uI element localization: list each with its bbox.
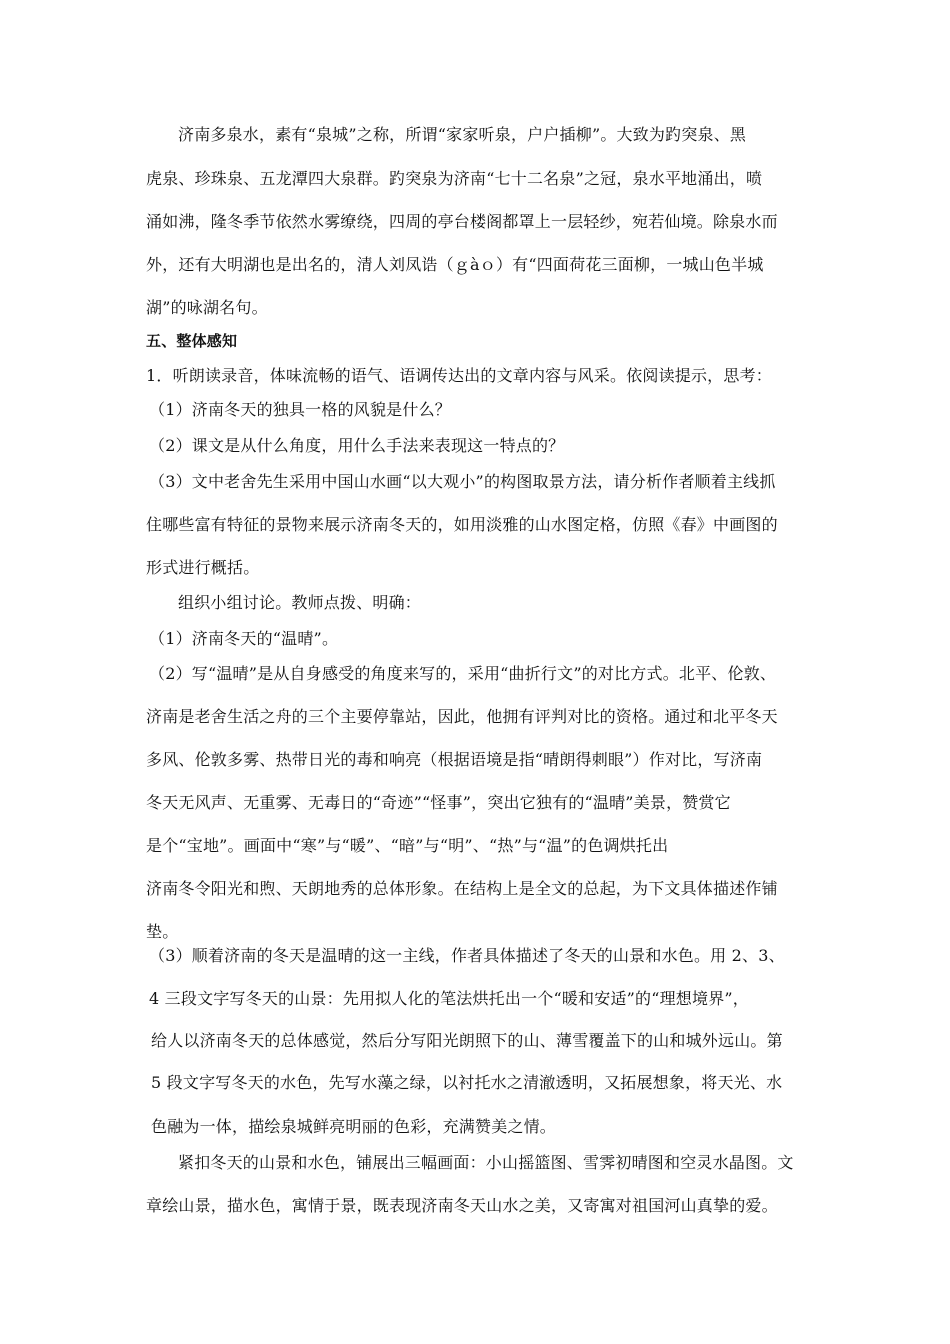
text-line: 5 段文字写冬天的水色，先写水藻之绿，以衬托水之清澈透明，又拓展想象，将天光、水 <box>151 1073 783 1092</box>
text-line: 济南多泉水，素有“泉城”之称，所谓“家家听泉，户户插柳”。大致为趵突泉、黑 <box>178 125 747 144</box>
text-line: 济南冬令阳光和煦、天朗地秀的总体形象。在结构上是全文的总起，为下文具体描述作铺 <box>146 879 778 898</box>
text-line: 湖”的咏湖名句。 <box>146 298 268 317</box>
text-line: 章绘山景，描水色，寓情于景，既表现济南冬天山水之美，又寄寓对祖国河山真挚的爱。 <box>146 1196 778 1215</box>
text-line: 虎泉、珍珠泉、五龙潭四大泉群。趵突泉为济南“七十二名泉”之冠，泉水平地涌出，喷 <box>146 169 763 188</box>
answer-item: （2）写“温晴”是从自身感受的角度来写的，采用“曲折行文”的对比方式。北平、伦敦、 <box>149 664 777 683</box>
text-line: 外，还有大明湖也是出名的，清人刘凤诰（ｇàｏ）有“四面荷花三面柳，一城山色半城 <box>146 255 764 274</box>
text-line: 是个“宝地”。画面中“寒”与“暖”、“暗”与“明”、“热”与“温”的色调烘托出 <box>146 836 669 855</box>
question-item: （1）济南冬天的独具一格的风貌是什么？ <box>149 400 451 419</box>
text-line: 形式进行概括。 <box>146 558 260 577</box>
text-line: 住哪些富有特征的景物来展示济南冬天的，如用淡雅的山水图定格，仿照《春》中画图的 <box>146 515 778 534</box>
text-line: 冬天无风声、无重雾、无毒日的“奇迹”“怪事”，突出它独有的“温晴”美景，赞赏它 <box>146 793 731 812</box>
answer-item: （3）顺着济南的冬天是温晴的这一主线，作者具体描述了冬天的山景和水色。用 2、3、 <box>149 946 785 965</box>
text-line: 涌如沸，隆冬季节依然水雾缭绕，四周的亭台楼阁都罩上一层轻纱，宛若仙境。除泉水而 <box>146 212 778 231</box>
text-line: 紧扣冬天的山景和水色，铺展出三幅画面：小山摇篮图、雪霁初晴图和空灵水晶图。文 <box>178 1153 794 1172</box>
text-line: 给人以济南冬天的总体感觉，然后分写阳光朗照下的山、薄雪覆盖下的山和城外远山。第 <box>151 1031 783 1050</box>
text-line: 垫。 <box>146 922 179 941</box>
answer-item: （1）济南冬天的“温晴”。 <box>149 629 339 648</box>
question-intro: 1．听朗读录音，体味流畅的语气、语调传达出的文章内容与风采。依阅读提示，思考： <box>146 366 772 385</box>
text-line: 色融为一体，描绘泉城鲜亮明丽的色彩，充满赞美之情。 <box>151 1117 557 1136</box>
question-item: （2）课文是从什么角度，用什么手法来表现这一特点的？ <box>149 436 565 455</box>
section-heading: 五、整体感知 <box>146 332 238 350</box>
question-item: （3）文中老舍先生采用中国山水画“以大观小”的构图取景方法，请分析作者顺着主线抓 <box>149 472 776 491</box>
text-line: 多风、伦敦多雾、热带日光的毒和响亮（根据语境是指“晴朗得刺眼”）作对比，写济南 <box>146 750 763 769</box>
text-line: 济南是老舍生活之舟的三个主要停靠站，因此，他拥有评判对比的资格。通过和北平冬天 <box>146 707 778 726</box>
text-line: 组织小组讨论。教师点拨、明确： <box>178 593 422 612</box>
text-line: 4 三段文字写冬天的山景：先用拟人化的笔法烘托出一个“暖和安适”的“理想境界”， <box>149 989 749 1008</box>
